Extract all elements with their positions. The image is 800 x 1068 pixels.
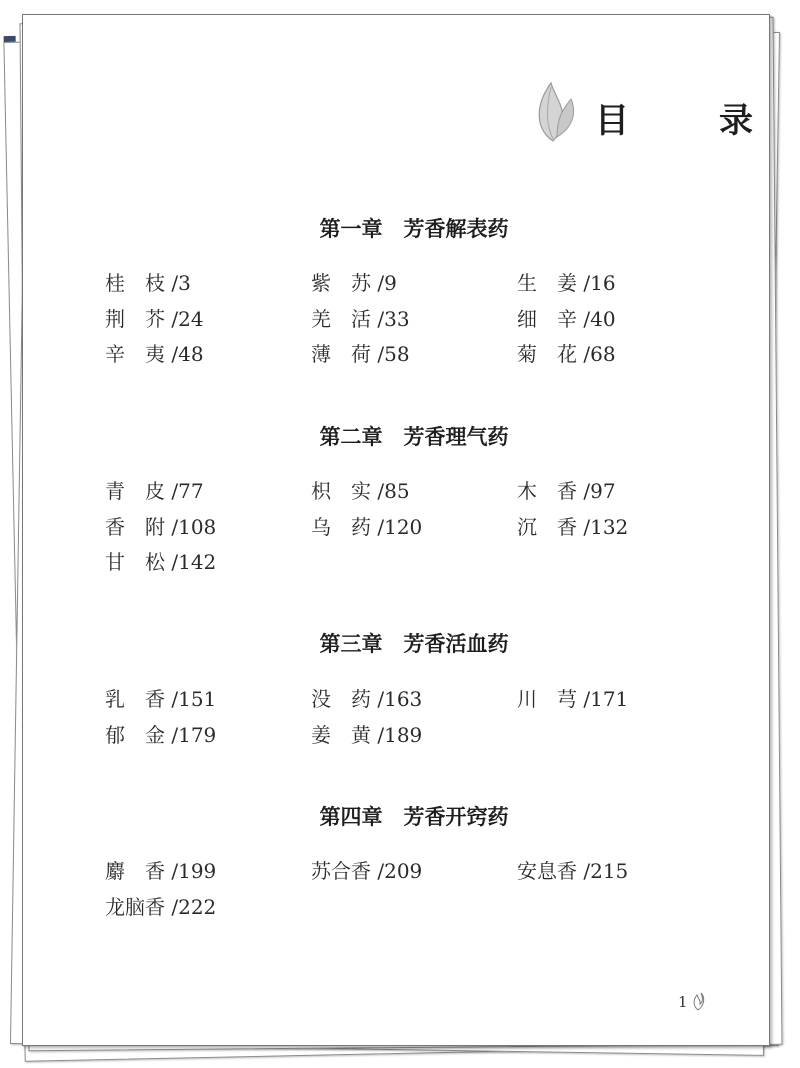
toc-entry: 姜 黄 /189 xyxy=(311,723,423,747)
toc-entry: 没 药 /163 xyxy=(311,687,423,711)
chapter-4-title: 第四章 芳香开窍药 xyxy=(319,804,509,829)
chapter-1-title: 第一章 芳香解表药 xyxy=(319,216,509,241)
toc-entry: 甘 松 /142 xyxy=(105,550,217,574)
toc-entry: 川 芎 /171 xyxy=(517,687,629,711)
toc-entry: 青 皮 /77 xyxy=(105,479,204,503)
toc-entry: 羌 活 /33 xyxy=(311,307,410,331)
leaf-icon xyxy=(531,79,577,143)
toc-entry: 龙脑香 /222 xyxy=(105,895,217,919)
toc-entry: 辛 夷 /48 xyxy=(105,342,204,366)
toc-page xyxy=(22,14,781,1046)
toc-entry: 乳 香 /151 xyxy=(105,687,217,711)
toc-entry: 菊 花 /68 xyxy=(517,342,616,366)
toc-entry: 苏合香 /209 xyxy=(311,859,423,883)
toc-entry: 麝 香 /199 xyxy=(105,859,217,883)
toc-entry: 紫 苏 /9 xyxy=(311,271,397,295)
toc-entry: 细 辛 /40 xyxy=(517,307,616,331)
flame-icon xyxy=(691,987,705,1011)
toc-entry: 枳 实 /85 xyxy=(311,479,410,503)
toc-heading: 目 录 xyxy=(595,101,781,141)
toc-entry: 荆 芥 /24 xyxy=(105,307,204,331)
page-number: 1 xyxy=(678,993,688,1011)
toc-entry: 乌 药 /120 xyxy=(311,515,423,539)
toc-entry: 香 附 /108 xyxy=(105,515,217,539)
chapter-3-title: 第三章 芳香活血药 xyxy=(319,631,509,656)
toc-entry: 木 香 /97 xyxy=(517,479,616,503)
toc-entry: 郁 金 /179 xyxy=(105,723,217,747)
chapter-2-title: 第二章 芳香理气药 xyxy=(319,424,509,449)
toc-entry: 沉 香 /132 xyxy=(517,515,629,539)
toc-entry: 安息香 /215 xyxy=(517,859,629,883)
toc-entry: 桂 枝 /3 xyxy=(105,271,191,295)
toc-entry: 生 姜 /16 xyxy=(517,271,616,295)
toc-entry: 薄 荷 /58 xyxy=(311,342,410,366)
